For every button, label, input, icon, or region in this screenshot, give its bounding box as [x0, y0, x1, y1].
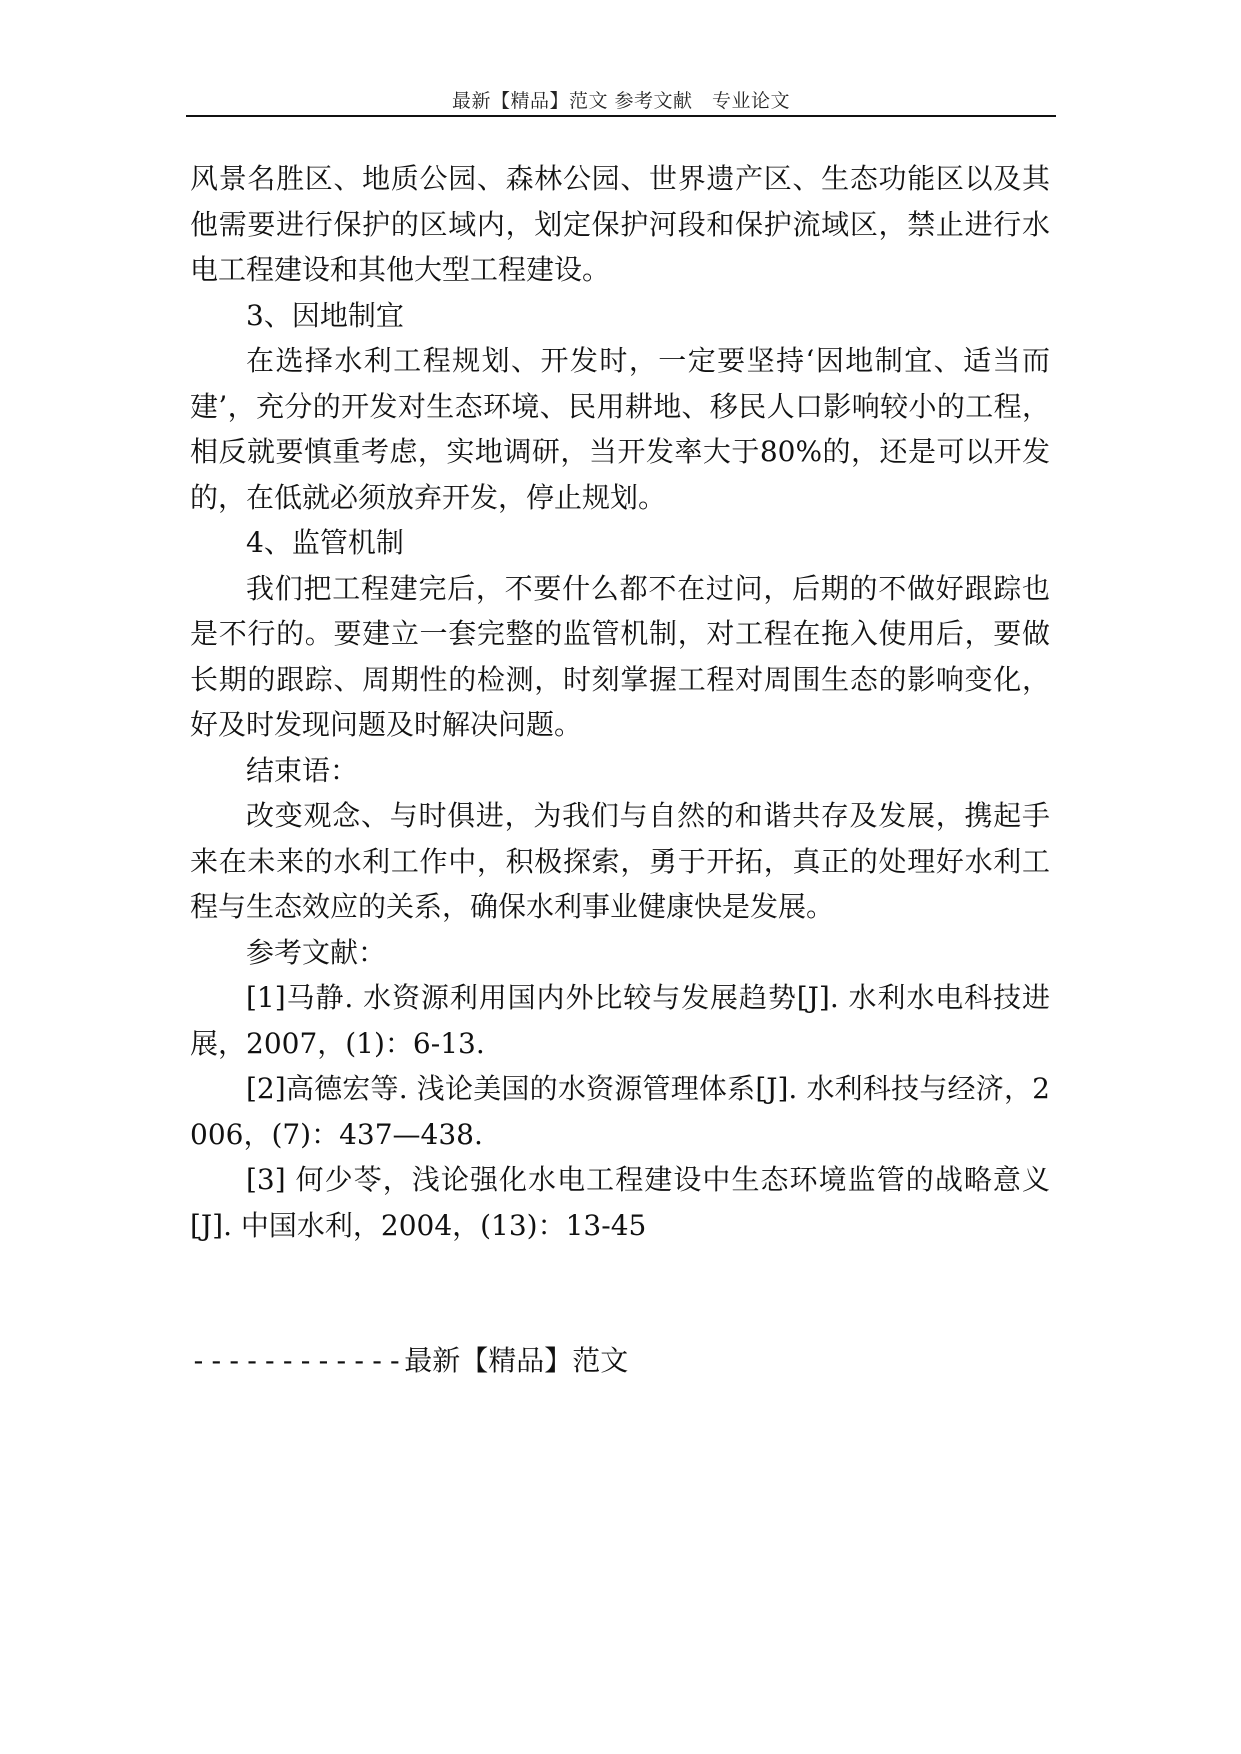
- document-body: [190, 156, 1050, 1248]
- references-heading: 参考文献：: [246, 935, 387, 969]
- section-heading-4: 4、监管机制: [246, 526, 404, 559]
- section-heading-3: 3、因地制宜: [246, 298, 404, 332]
- paragraph-supervision: 我们把工程建完后，不要什么都不在过问，后期的不做好跟踪也是不行的。要建立一套完整的监管机制，对工程在拖入使用后，要做长期的跟踪、周期性的检测，时刻掌握工程对周围生态的影响变化，好及时发现问题及时解决问题。: [190, 571, 1050, 741]
- reference-item-1: [1]马静. 水资源利用国内外比较与发展趋势[J]. 水利水电科技进展，2007，(1)：6-13.: [190, 981, 1050, 1060]
- reference-item-3: [3] 何少苓，浅论强化水电工程建设中生态环境监管的战略意义[J]. 中国水利，2004，(13)：13-45: [190, 1163, 1050, 1242]
- page-footer: [190, 1341, 628, 1381]
- footer-text: 最新【精品】范文: [404, 1344, 629, 1377]
- header-divider: [186, 115, 1056, 117]
- footer-dashes: ------------: [190, 1344, 405, 1377]
- page-header: 最新【精品】范文 参考文献 专业论文: [451, 90, 791, 112]
- paragraph-continuation: 风景名胜区、地质公园、森林公园、世界遗产区、生态功能区以及其他需要进行保护的区域内，划定保护河段和保护流域区，禁止进行水电工程建设和其他大型工程建设。: [190, 162, 1050, 286]
- conclusion-heading: 结束语：: [246, 753, 359, 787]
- paragraph-conclusion: 改变观念、与时俱进，为我们与自然的和谐共存及发展，携起手来在未来的水利工作中，积极探索，勇于开拓，真正的处理好水利工程与生态效应的关系，确保水利事业健康快是发展。: [190, 799, 1050, 923]
- reference-item-2: [2]高德宏等. 浅论美国的水资源管理体系[J]. 水利科技与经济，2006，(7)：437—438.: [190, 1072, 1050, 1151]
- paragraph-local-conditions: 在选择水利工程规划、开发时，一定要坚持‘因地制宜、适当而建’，充分的开发对生态环境、民用耕地、移民人口影响较小的工程，相反就要慎重考虑，实地调研，当开发率大于80%的，还是可以开发的，在低就必须放弃开发，停止规划。: [190, 344, 1050, 514]
